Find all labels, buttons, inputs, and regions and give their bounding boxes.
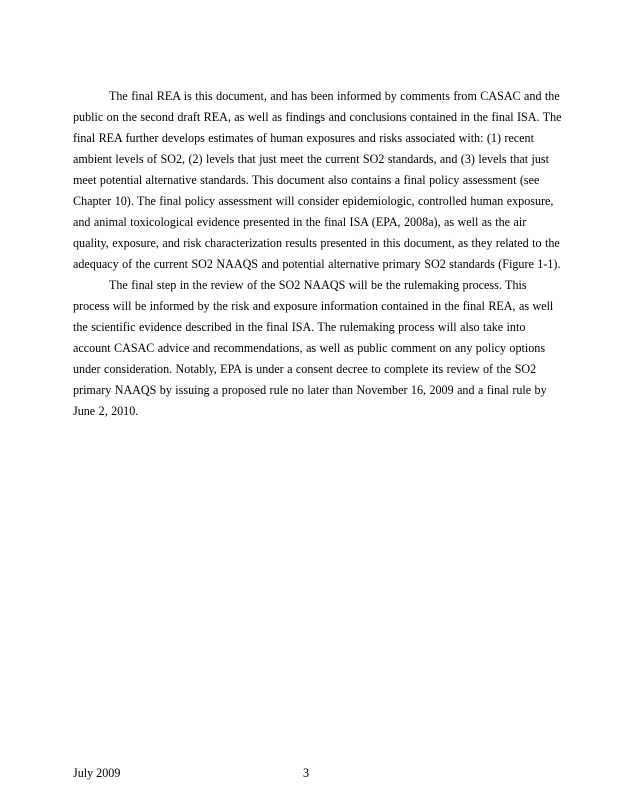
paragraph-rulemaking: The final step in the review of the SO2 NAAQS will be the rulemaking process. This process will be informed by the risk and exposure information contained in the final REA, as well the scientific evidence described in the final ISA. The rulemaking process will also take into account CASAC advice and recommendations, as well as public comment on any policy options under consideration. Notably, EPA is under a consent decree to complete its review of the SO2 primary NAAQS by issuing a proposed rule no later than November 16, 2009 and a final rule by June 2, 2010. bbox=[73, 278, 554, 418]
footer-date: July 2009 bbox=[73, 766, 121, 780]
body-text bbox=[73, 86, 563, 422]
paragraph-rea-overview: The final REA is this document, and has been informed by comments from CASAC and the public on the second draft REA, as well as findings and conclusions contained in the final ISA. The final REA further develops estimates of human exposures and risks associated with: (1) recent ambient levels of SO2, (2) levels that just meet the current SO2 standards, and (3) levels that just meet potential alternative standards. This document also contains a final policy assessment (see Chapter 10). The final policy assessment will consider epidemiologic, controlled human exposure, and animal toxicological evidence presented in the final ISA (EPA, 2008a), as well as the air quality, exposure, and risk characterization results presented in this document, as they related to the adequacy of the current SO2 NAAQS and potential alternative primary SO2 standards (Figure 1-1). bbox=[73, 89, 562, 271]
page-number: 3 bbox=[303, 766, 310, 780]
